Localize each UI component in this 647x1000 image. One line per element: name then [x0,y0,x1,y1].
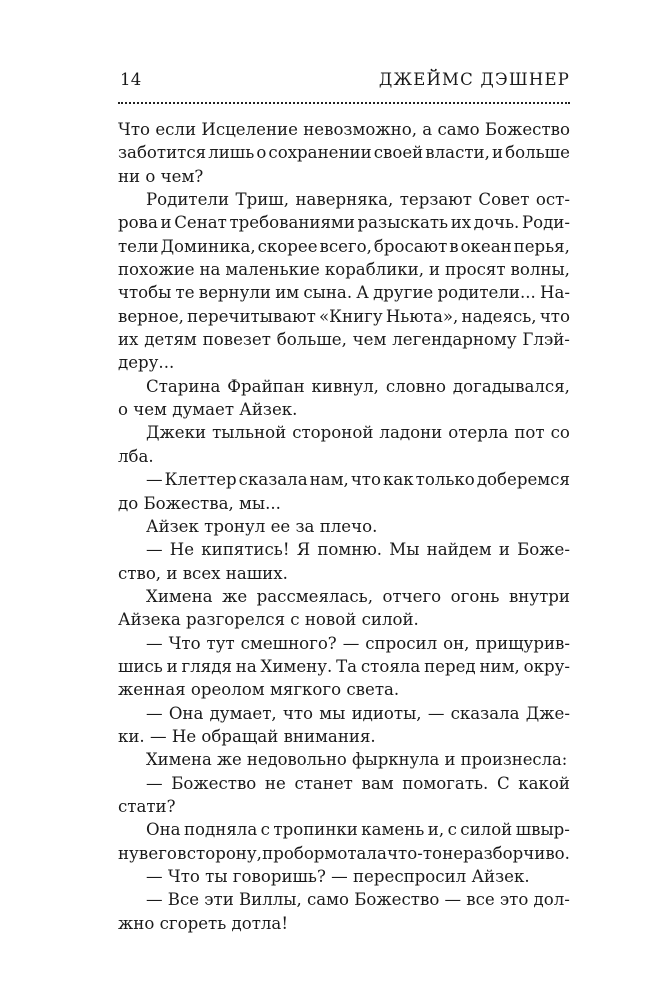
text-line: Она подняла с тропинки камень и, с силой швыр- [146,820,570,840]
text-line: ки. — Не обращай внимания. [118,726,376,746]
text-line: — Что тут смешного? — спросил он, прищурив- [146,633,570,653]
text-line: Химена же недовольно фыркнула и произнесла: [146,750,568,770]
text-line: верное, перечитывают «Книгу Ньюта», надеясь, что [118,306,570,326]
text-line: ни о чем? [118,166,204,186]
text-line: — Что ты говоришь? — переспросил Айзек. [146,867,530,886]
text-line: — Клеттер сказала нам, что как только доберемся [146,470,570,490]
text-line: стати? [118,796,176,816]
text-line: нув его в сторону, пробормотала что-то неразборчиво. [118,843,570,863]
text-line: рова и Сенат требованиями разыскать их дочь. Роди- [118,213,570,233]
text-line: — Не кипятись! Я помню. Мы найдем и Боже- [146,540,570,560]
text-line: деру... [118,353,175,373]
text-line: шись и глядя на Химену. Та стояла перед ним, окру- [118,656,570,676]
book-page [118,70,570,935]
text-line: — Она думает, что мы идиоты, — сказала Дже- [146,703,570,723]
dotted-header-rule [118,102,570,104]
page-number: 14 [120,70,142,89]
text-line: Айзек тронул ее за плечо. [146,516,378,536]
text-line: лба. [118,446,154,466]
page-header [118,70,570,96]
text-line: заботится лишь о сохранении своей власти, и больше [118,143,570,163]
text-line: до Божества, мы... [118,493,281,513]
text-line: их детям повезет больше, чем легендарному Глэй- [118,330,570,350]
text-line: о чем думает Айзек. [118,400,298,420]
text-line: Химена же рассмеялась, отчего огонь внутри [146,586,570,606]
text-line: похожие на маленькие кораблики, и просят волны, [118,260,570,280]
text-line: Старина Фрайпан кивнул, словно догадывался, [146,376,570,396]
text-line: Джеки тыльной стороной ладони отерла пот со [146,423,570,443]
text-line: Айзека разгорелся с новой силой. [118,610,419,630]
text-line: — Все эти Виллы, само Божество — все это дол- [146,890,570,910]
text-line: — Божество не станет вам помогать. С какой [146,773,570,793]
text-line: тели Доминика, скорее всего, бросают в океан перья, [118,236,570,256]
text-line: Что если Исцеление невозможно, а само Божество [118,120,570,139]
running-head-author: ДЖЕЙМС ДЭШНЕР [378,70,570,89]
text-line: женная ореолом мягкого света. [118,680,400,700]
body-text [118,118,570,935]
text-line: чтобы те вернули им сына. А другие родители... На- [118,283,570,303]
text-line: ство, и всех наших. [118,563,288,583]
text-line: Родители Триш, наверняка, терзают Совет ост- [146,190,570,210]
text-line: жно сгореть дотла! [118,913,288,933]
